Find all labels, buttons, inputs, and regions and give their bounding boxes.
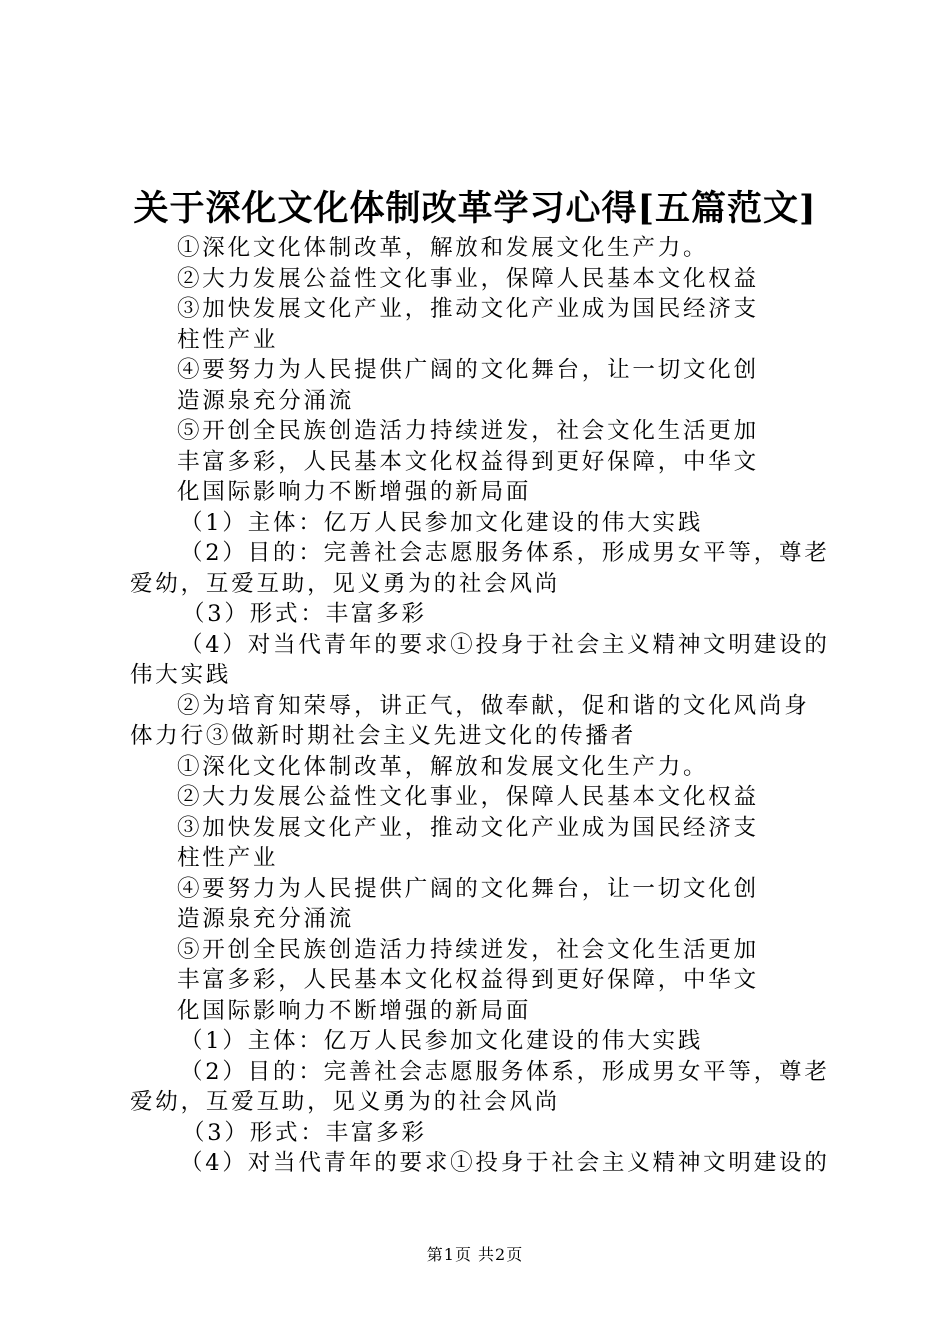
paragraph-line: 丰富多彩，人民基本文化权益得到更好保障，中华文	[177, 448, 759, 475]
paragraph-line: ③加快发展文化产业，推动文化产业成为国民经济支	[177, 296, 759, 322]
paragraph-line: ②大力发展公益性文化事业，保障人民基本文化权益	[177, 784, 759, 810]
document-title: 关于深化文化体制改革学习心得[五篇范文]	[133, 188, 817, 229]
paragraph-line: 化国际影响力不断增强的新局面	[177, 997, 532, 1024]
paragraph-line: ①深化文化体制改革，解放和发展文化生产力。	[177, 753, 709, 780]
paragraph-line: 爱幼，互爱互助，见义勇为的社会风尚	[130, 570, 561, 597]
document-body	[130, 233, 840, 1179]
paragraph-line: ④要努力为人民提供广阔的文化舞台，让一切文化创	[177, 875, 759, 902]
paragraph-line: 丰富多彩，人民基本文化权益得到更好保障，中华文	[177, 967, 759, 993]
paragraph-line: ②大力发展公益性文化事业，保障人民基本文化权益	[177, 265, 759, 292]
paragraph-line: ③加快发展文化产业，推动文化产业成为国民经济支	[177, 814, 759, 841]
paragraph-line: 化国际影响力不断增强的新局面	[177, 479, 532, 505]
paragraph-line: （1）主体：亿万人民参加文化建设的伟大实践	[180, 509, 704, 536]
paragraph-line: 体力行③做新时期社会主义先进文化的传播者	[130, 723, 637, 749]
paragraph-line: （2）目的：完善社会志愿服务体系，形成男女平等，尊老	[180, 540, 830, 566]
paragraph-line: 柱性产业	[177, 845, 279, 871]
paragraph-line: 造源泉充分涌流	[177, 906, 355, 932]
paragraph-line: （3）形式：丰富多彩	[182, 601, 427, 627]
paragraph-line: 造源泉充分涌流	[177, 387, 355, 414]
paragraph-line: （4）对当代青年的要求①投身于社会主义精神文明建设的	[180, 1150, 830, 1176]
paragraph-line: （4）对当代青年的要求①投身于社会主义精神文明建设的	[180, 631, 830, 658]
paragraph-line: ①深化文化体制改革，解放和发展文化生产力。	[177, 235, 709, 261]
paragraph-line: （1）主体：亿万人民参加文化建设的伟大实践	[180, 1028, 704, 1054]
paragraph-line: 爱幼，互爱互助，见义勇为的社会风尚	[130, 1089, 561, 1115]
page-footer: 第1页 共2页	[426, 1245, 524, 1264]
paragraph-line: 伟大实践	[130, 662, 232, 688]
paragraph-line: （3）形式：丰富多彩	[182, 1119, 427, 1146]
paragraph-line: 柱性产业	[177, 326, 279, 353]
paragraph-line: （2）目的：完善社会志愿服务体系，形成男女平等，尊老	[180, 1058, 830, 1085]
paragraph-line: ④要努力为人民提供广阔的文化舞台，让一切文化创	[177, 357, 759, 383]
paragraph-line: ⑤开创全民族创造活力持续迸发，社会文化生活更加	[177, 936, 759, 963]
paragraph-line: ②为培育知荣辱，讲正气，做奉献，促和谐的文化风尚身	[177, 692, 810, 719]
paragraph-line: ⑤开创全民族创造活力持续迸发，社会文化生活更加	[177, 418, 759, 444]
